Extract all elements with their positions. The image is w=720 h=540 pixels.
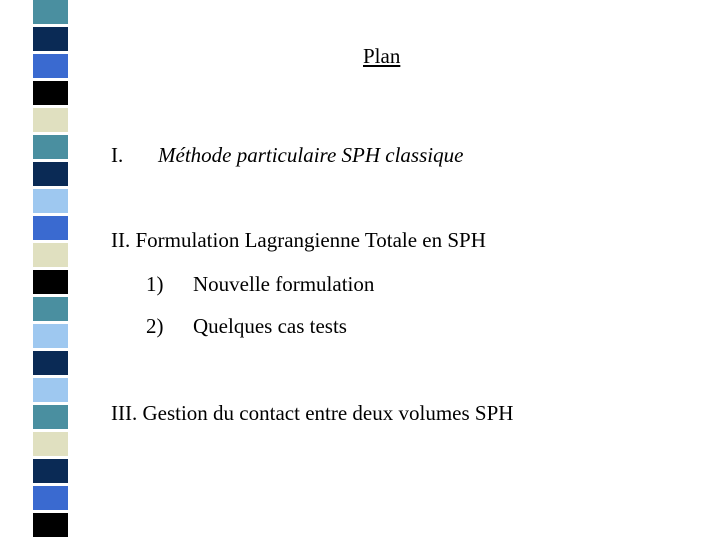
stripe-block [33,270,68,294]
stripe-block [33,27,68,51]
subitem-1-text: Nouvelle formulation [193,272,375,296]
stripe-block [33,432,68,456]
stripe-block [33,243,68,267]
section-1-text: Méthode particulaire SPH classique [158,143,464,167]
stripe-block [33,162,68,186]
stripe-block [33,351,68,375]
stripe-block [33,189,68,213]
stripe-block [33,405,68,429]
stripe-block [33,0,68,24]
section-3-text: III. Gestion du contact entre deux volumes SPH [111,401,514,425]
stripe-block [33,54,68,78]
stripe-block [33,81,68,105]
stripe-block [33,135,68,159]
subitem-1-number: 1) [146,272,164,296]
stripe-block [33,324,68,348]
stripe-block [33,297,68,321]
section-1-number: I. [111,143,124,167]
stripe-block [33,108,68,132]
decorative-color-stripe [33,0,68,540]
subitem-2-text: Quelques cas tests [193,314,347,338]
slide-title: Plan [363,44,401,68]
stripe-block [33,486,68,510]
subitem-2-number: 2) [146,314,164,338]
stripe-block [33,216,68,240]
stripe-block [33,378,68,402]
stripe-block [33,459,68,483]
stripe-block [33,513,68,537]
section-2-text: II. Formulation Lagrangienne Totale en SPH [111,228,486,252]
